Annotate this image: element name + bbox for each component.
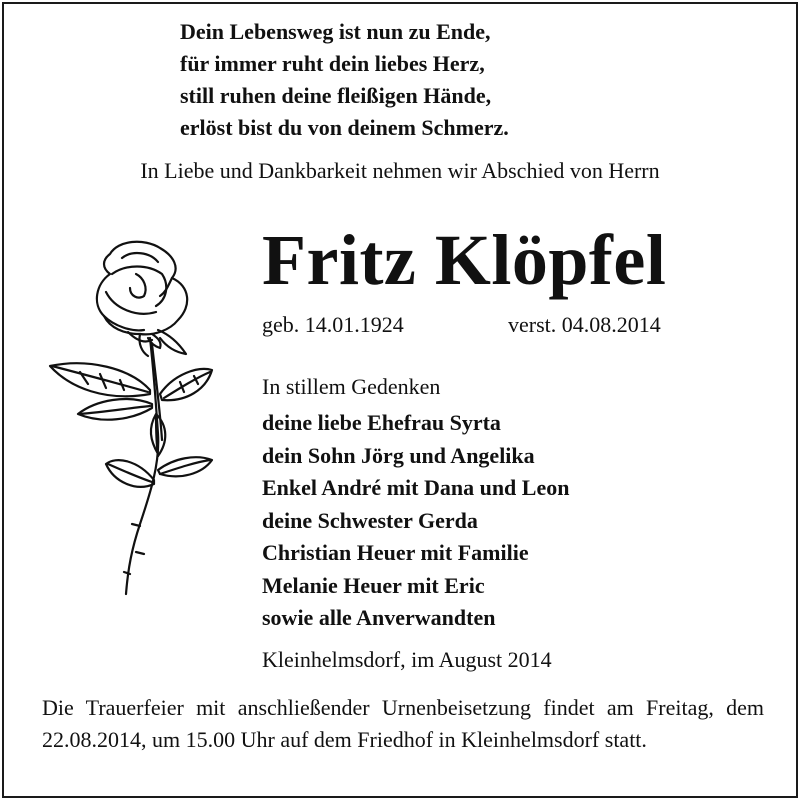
mourner-line: sowie alle Anverwandten (262, 605, 496, 630)
mourner-line: deine liebe Ehefrau Syrta (262, 410, 501, 435)
memorial-poem (180, 16, 509, 144)
mourner-line: deine Schwester Gerda (262, 507, 478, 533)
poem-line: still ruhen deine fleißigen Hände, (180, 83, 492, 108)
birth-date: geb. 14.01.1924 (262, 312, 404, 337)
deceased-name: Fritz Klöpfel (262, 220, 667, 300)
rose-icon (40, 234, 220, 604)
mourner-line: Christian Heuer mit Familie (262, 540, 529, 565)
place-and-date: Kleinhelmsdorf, im August 2014 (262, 647, 552, 672)
mourner-line: Enkel André mit Dana und Leon (262, 475, 570, 500)
mourners-list (262, 407, 569, 635)
mourner-line: Melanie Heuer mit Eric (262, 572, 485, 598)
mourners-heading: In stillem Gedenken (262, 374, 441, 399)
life-dates (262, 312, 661, 338)
funeral-notice: Die Trauerfeier mit anschließender Urnenbeisetzung findet am Freitag, dem 22.08.2014, um 15.00 Uhr auf dem Friedhof in Kleinhelmsdorf statt. (42, 695, 764, 752)
poem-line: erlöst bist du von deinem Schmerz. (180, 115, 509, 140)
death-date: verst. 04.08.2014 (508, 312, 661, 337)
poem-line: Dein Lebensweg ist nun zu Ende, (180, 19, 491, 44)
farewell-intro: In Liebe und Dankbarkeit nehmen wir Abschied von Herrn (140, 158, 660, 183)
mourner-line: dein Sohn Jörg und Angelika (262, 442, 535, 468)
poem-line: für immer ruht dein liebes Herz, (180, 51, 485, 76)
